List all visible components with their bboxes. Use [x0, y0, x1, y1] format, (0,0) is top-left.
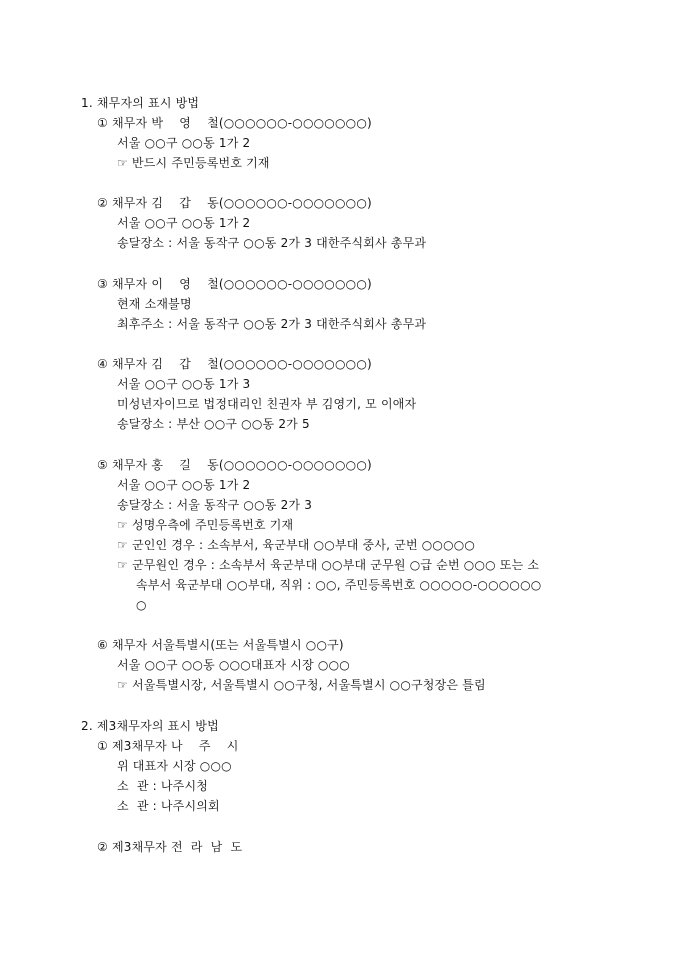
jurisdiction-line: 소 관 : 나주시청 — [117, 779, 209, 793]
address-line: 서울 ○○구 ○○동 1가 2 — [117, 478, 251, 492]
guardian-line: 미성년자이므로 법정대리인 친권자 부 김영기, 모 이애자 — [117, 397, 417, 411]
note-line: ☞ 군인인 경우 : 소속부서, 육군부대 ○○부대 중사, 군번 ○○○○○ — [117, 538, 476, 552]
item-title: ⑥ 채무자 서울특별시(또는 서울특별시 ○○구) — [97, 638, 344, 652]
note-line: ☞ 성명우측에 주민등록번호 기재 — [117, 518, 294, 532]
delivery-address-line: 송달장소 : 부산 ○○구 ○○동 2가 5 — [117, 417, 310, 431]
item-title: ② 제3채무자 전 라 남 도 — [97, 840, 243, 854]
jurisdiction-line: 소 관 : 나주시의회 — [117, 799, 220, 813]
note-line: ☞ 서울특별시장, 서울특별시 ○○구청, 서울특별시 ○○구청장은 틀림 — [117, 678, 486, 692]
address-line: 서울 ○○구 ○○동 1가 3 — [117, 377, 251, 391]
note-line: ☞ 반드시 주민등록번호 기재 — [117, 156, 270, 170]
section1-heading: 1. 채무자의 표시 방법 — [81, 96, 200, 110]
delivery-address-line: 송달장소 : 서울 동작구 ○○동 2가 3 대한주식회사 총무과 — [117, 236, 427, 250]
last-address-line: 최후주소 : 서울 동작구 ○○동 2가 3 대한주식회사 총무과 — [117, 317, 427, 331]
delivery-address-line: 송달장소 : 서울 동작구 ○○동 2가 3 — [117, 498, 313, 512]
item-title: ④ 채무자 김 갑 철(○○○○○○-○○○○○○○) — [97, 357, 372, 371]
representative-line: 위 대표자 시장 ○○○ — [117, 759, 232, 773]
note-continuation-line: ○ — [136, 598, 147, 612]
address-line: 서울 ○○구 ○○동 ○○○대표자 시장 ○○○ — [117, 658, 350, 672]
status-line: 현재 소재불명 — [117, 297, 192, 311]
address-line: 서울 ○○구 ○○동 1가 2 — [117, 216, 251, 230]
item-title: ② 채무자 김 갑 동(○○○○○○-○○○○○○○) — [97, 196, 372, 210]
note-line: ☞ 군무원인 경우 : 소속부서 육군부대 ○○부대 군무원 ○급 순번 ○○○ 또는 소 — [117, 558, 540, 572]
item-title: ③ 채무자 이 영 철(○○○○○○-○○○○○○○) — [97, 277, 372, 291]
item-title: ① 제3채무자 나 주 시 — [97, 739, 239, 753]
section2-heading: 2. 제3채무자의 표시 방법 — [81, 719, 219, 733]
item-title: ⑤ 채무자 홍 길 동(○○○○○○-○○○○○○○) — [97, 458, 372, 472]
address-line: 서울 ○○구 ○○동 1가 2 — [117, 136, 251, 150]
note-continuation-line: 속부서 육군부대 ○○부대, 직위 : ○○, 주민등록번호 ○○○○○-○○○○○○ — [136, 578, 542, 592]
item-title: ① 채무자 박 영 철(○○○○○○-○○○○○○○) — [97, 116, 372, 130]
